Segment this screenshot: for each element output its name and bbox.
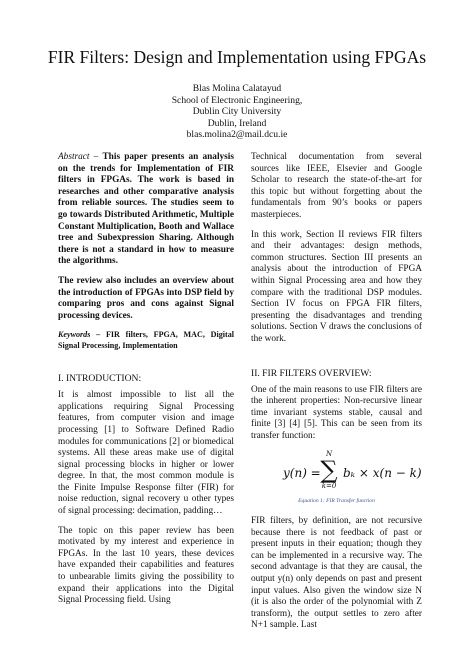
- author-location: Dublin, Ireland: [207, 117, 267, 129]
- keywords-label: Keywords: [58, 330, 91, 340]
- fir-transfer-equation: [251, 448, 422, 498]
- intro-paragraph-3: Technical documentation from several sources like IEEE, Elsevier and Google Scholar to research the state-of-the-art for this topic but without forgetting about the fundamentals from 90’s books or papers masterpieces.: [251, 152, 422, 220]
- equation-rhs: bₖ × x(n − k): [343, 466, 422, 481]
- fir-paragraph-2: FIR filters, by definition, are not recursive because there is not feedback of past or present inputs in their equation; though they can be implemented in a recursive way. The second advantage is that they are causal, the output y(n) only depends on past and present input values. Also given the window size N (it is also the order of the polynomial with Z transform), the output settles to zero after N+1 sample. Last: [251, 516, 422, 631]
- keywords: [58, 330, 234, 351]
- summation-sigma-icon: ∑: [320, 456, 338, 485]
- author-school: School of Electronic Engineering,: [171, 94, 303, 106]
- abstract: [58, 152, 234, 268]
- abstract-label: Abstract: [58, 152, 90, 162]
- author-name: Blas Molina Calatayud: [192, 83, 282, 94]
- summation: [319, 450, 339, 490]
- section-heading-fir-overview: II. FIR FILTERS OVERVIEW:: [251, 367, 372, 379]
- intro-paragraph-2: The topic on this paper review has been motivated by my interest and experience in FPGAs. In the last 10 years, these devices have expanded their capabilities and features to unbearable limits giving the possibility to expand their applications into the Digital Signal Processing field. Using: [58, 525, 234, 606]
- intro-paragraph-1: It is almost impossible to list all the applications requiring Signal Processing features, from computer vision and image processing [1] to Software Defined Radio modules for communications [2] or biomedical systems. All these areas make use of digital signal processing blocks in higher or lower degree. In that, the most common module is the Finite Impulse Response filter (FIR) for noise reduction, signal recovery u other types of signal processing: decimation, padding…: [58, 390, 234, 517]
- abstract-dash: –: [89, 152, 103, 162]
- paper-title: FIR Filters: Design and Implementation using FPGAs: [47, 47, 427, 67]
- summation-upper-limit: N: [325, 450, 333, 459]
- abstract-body-2: The review also includes an overview about the introduction of FPGAs into DSP field by comparing pros and cons against Signal processing devices.: [58, 275, 234, 321]
- equation-caption: Equation 1: FIR Transfer function: [298, 498, 375, 505]
- intro-paragraph-4: In this work, Section II reviews FIR filters and their advantages: design methods, common structures. Section III presents an analysis about the introduction of FPGA within Signal Processing area and how they compare with the traditional DSP modules. Section IV focus on FPGA FIR filters, presenting the disadvantages and trending solutions. Section V draws the conclusions of the work.: [251, 229, 422, 344]
- abstract-body: This paper presents an analysis on the trends for Implementation of FIR filters in FPGAs. The work is based in researches and other comparative analysis from reliable sources. The studies seem to go towards Distributed Arithmetic, Multiple Constant Multiplication, Booth and Wallace tree and Subexpression Sharing. Although there is not a standard in how to measure the algorithms.: [58, 152, 234, 267]
- author-block: [0, 83, 474, 141]
- fir-paragraph-1: One of the main reasons to use FIR filters are the inherent properties: Non-recursive linear time invariant systems stable, causal and finite [3] [4] [5]. This can be seen from its transfer function:: [251, 384, 422, 441]
- author-email[interactable]: blas.molina2@mail.dcu.ie: [186, 129, 288, 141]
- keywords-text: – FIR filters, FPGA, MAC, Digital Signal Processing, Implementation: [58, 330, 234, 350]
- summation-lower-limit: k=0: [321, 482, 337, 491]
- right-column: [251, 152, 422, 632]
- section-heading-introduction: I. INTRODUCTION:: [58, 373, 142, 385]
- author-university: Dublin City University: [192, 106, 282, 118]
- equation-lhs: y(n) =: [283, 466, 321, 481]
- left-column: [58, 152, 234, 607]
